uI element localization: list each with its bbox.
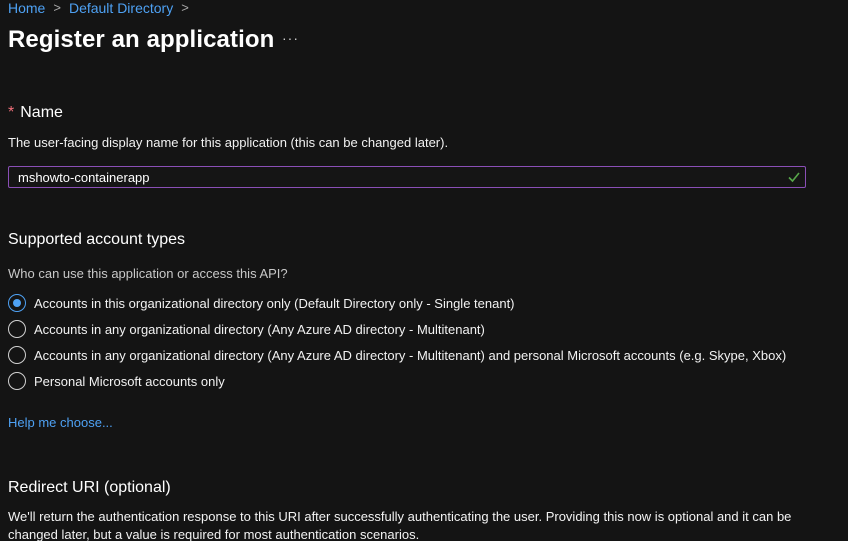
breadcrumb bbox=[8, 0, 191, 16]
name-field-container bbox=[8, 166, 806, 188]
radio-selected-icon[interactable] bbox=[8, 294, 26, 312]
more-options-icon[interactable]: ··· bbox=[282, 30, 299, 46]
account-type-option-personal-only[interactable] bbox=[8, 372, 225, 390]
help-me-choose-link[interactable]: Help me choose... bbox=[8, 415, 113, 430]
breadcrumb-directory-link[interactable]: Default Directory bbox=[68, 0, 174, 16]
name-heading-label: Name bbox=[20, 104, 63, 121]
radio-unselected-icon[interactable] bbox=[8, 320, 26, 338]
account-types-heading: Supported account types bbox=[8, 231, 186, 248]
redirect-uri-heading: Redirect URI (optional) bbox=[8, 479, 171, 496]
radio-unselected-icon[interactable] bbox=[8, 346, 26, 364]
account-type-option-label: Accounts in this organizational directory only (Default Directory only - Single tenant) bbox=[34, 295, 515, 311]
chevron-right-icon: > bbox=[53, 0, 61, 15]
name-heading bbox=[8, 104, 63, 122]
radio-unselected-icon[interactable] bbox=[8, 372, 26, 390]
name-input[interactable] bbox=[9, 167, 805, 187]
account-type-option-single-tenant[interactable] bbox=[8, 294, 515, 312]
redirect-uri-description: We'll return the authentication response to this URI after successfully authenticating the user. Providing this now is optional and it can be changed later, but a value is required for most authentication scenarios. bbox=[8, 509, 792, 541]
chevron-right-icon: > bbox=[181, 0, 189, 15]
account-type-option-label: Accounts in any organizational directory (Any Azure AD directory - Multitenant) bbox=[34, 321, 485, 337]
account-type-option-label: Accounts in any organizational directory (Any Azure AD directory - Multitenant) and personal Microsoft accounts (e.g. Skype, Xbox) bbox=[34, 347, 787, 363]
required-marker: * bbox=[8, 104, 15, 121]
account-type-option-multitenant-personal[interactable] bbox=[8, 346, 786, 364]
name-description: The user-facing display name for this application (this can be changed later). bbox=[8, 135, 449, 150]
account-type-option-label: Personal Microsoft accounts only bbox=[34, 373, 225, 389]
account-type-option-multitenant[interactable] bbox=[8, 320, 485, 338]
account-types-question: Who can use this application or access this API? bbox=[8, 266, 288, 281]
breadcrumb-home-link[interactable]: Home bbox=[8, 0, 46, 16]
checkmark-icon bbox=[788, 171, 800, 183]
page-title: Register an application bbox=[8, 26, 275, 53]
